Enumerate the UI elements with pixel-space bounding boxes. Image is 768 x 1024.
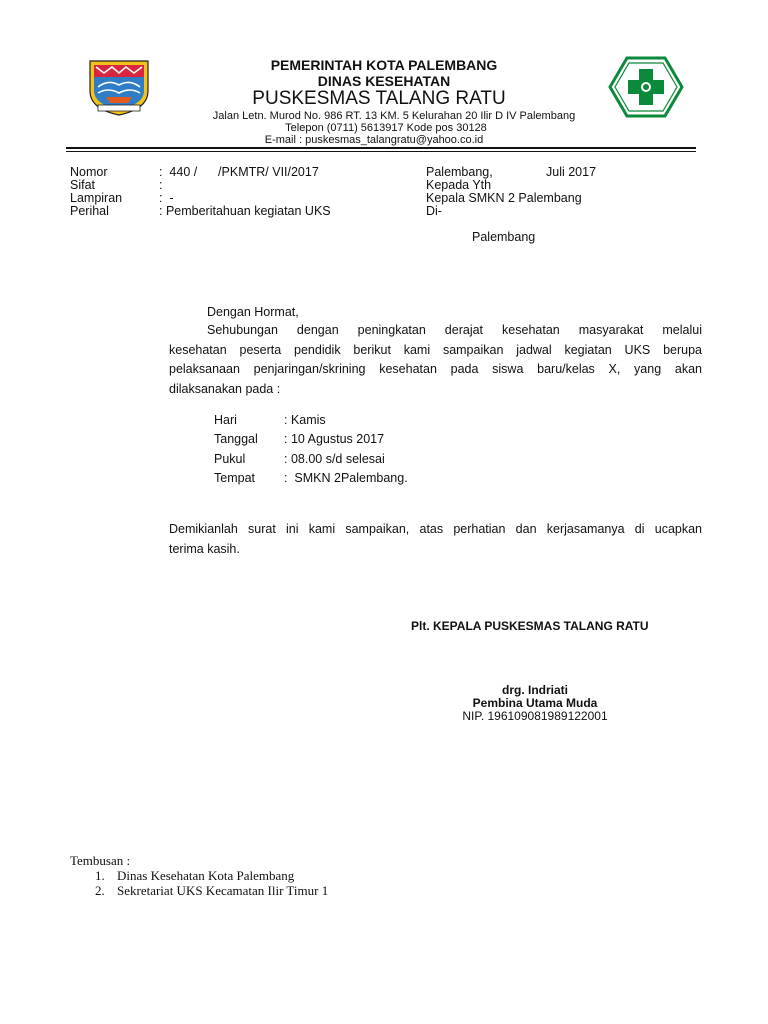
detail-tanggal-value: : 10 Agustus 2017 <box>284 432 385 446</box>
header-divider-thick <box>66 147 696 149</box>
cc-item-1-num: 1. <box>95 868 105 883</box>
detail-hari-label: Hari <box>214 413 237 427</box>
header-address: Jalan Letn. Murod No. 986 RT. 13 KM. 5 Kelurahan 20 Ilir D IV Palembang <box>212 110 576 122</box>
detail-hari-value: : Kamis <box>284 413 326 427</box>
lampiran-value: : - <box>159 191 174 205</box>
body-paragraph <box>169 321 702 399</box>
signature-nip: NIP. 196109081989122001 <box>462 709 608 723</box>
greeting: Dengan Hormat, <box>207 305 299 319</box>
perihal-value: : Pemberitahuan kegiatan UKS <box>159 204 331 218</box>
closing-paragraph <box>169 520 702 559</box>
body-line-4: dilaksanakan pada : <box>169 381 281 396</box>
header-department: DINAS KESEHATAN <box>317 73 451 89</box>
closing-line-1: Demikianlah surat ini kami sampaikan, atas perhatian dan kerjasamanya di ucapkan <box>169 522 702 536</box>
place-label: Palembang, <box>426 165 493 179</box>
cc-label: Tembusan : <box>70 853 131 868</box>
cc-item-2-text: Sekretariat UKS Kecamatan Ilir Timur 1 <box>117 883 329 898</box>
body-line-2: kesehatan peserta pendidik berikut kami sampaikan jadwal kegiatan UKS berupa <box>169 342 702 357</box>
body-line-3: pelaksanaan penjaringan/skrining kesehatan pada siswa baru/kelas X, yang akan <box>169 362 702 376</box>
lampiran-label: Lampiran <box>70 191 123 205</box>
detail-pukul-label: Pukul <box>214 452 246 466</box>
header-institution: PUSKESMAS TALANG RATU <box>252 88 506 109</box>
cc-item-2-num: 2. <box>95 883 105 898</box>
header-divider-thin <box>66 151 696 152</box>
detail-pukul-value: : 08.00 s/d selesai <box>284 452 385 466</box>
cc-item-1-text: Dinas Kesehatan Kota Palembang <box>117 868 295 883</box>
signature-name: drg. Indriati <box>502 683 568 697</box>
recipient-name: Kepala SMKN 2 Palembang <box>426 191 582 205</box>
letter-date: Juli 2017 <box>546 165 597 179</box>
header-email: E-mail : puskesmas_talangratu@yahoo.co.id <box>264 134 484 146</box>
detail-tanggal-label: Tanggal <box>214 432 258 446</box>
recipient-di: Di- <box>426 204 442 218</box>
nomor-label: Nomor <box>70 165 108 179</box>
sifat-value: : <box>159 178 163 192</box>
detail-tempat-label: Tempat <box>214 471 255 485</box>
closing-line-2: terima kasih. <box>169 541 240 556</box>
recipient-kepada: Kepada Yth <box>426 178 492 192</box>
signature-rank: Pembina Utama Muda <box>472 696 598 710</box>
header-phone: Telepon (0711) 5613917 Kode pos 30128 <box>285 122 487 134</box>
body-line-1: Sehubungan dengan peningkatan derajat kesehatan masyarakat melalui <box>207 323 702 337</box>
detail-tempat-value: : SMKN 2Palembang. <box>284 471 408 485</box>
header-government: PEMERINTAH KOTA PALEMBANG <box>270 57 498 73</box>
perihal-label: Perihal <box>70 204 109 218</box>
sifat-label: Sifat <box>70 178 96 192</box>
signature-title: Plt. KEPALA PUSKESMAS TALANG RATU <box>411 619 649 633</box>
recipient-city: Palembang <box>472 230 536 244</box>
nomor-value: : 440 / /PKMTR/ VII/2017 <box>159 165 319 179</box>
